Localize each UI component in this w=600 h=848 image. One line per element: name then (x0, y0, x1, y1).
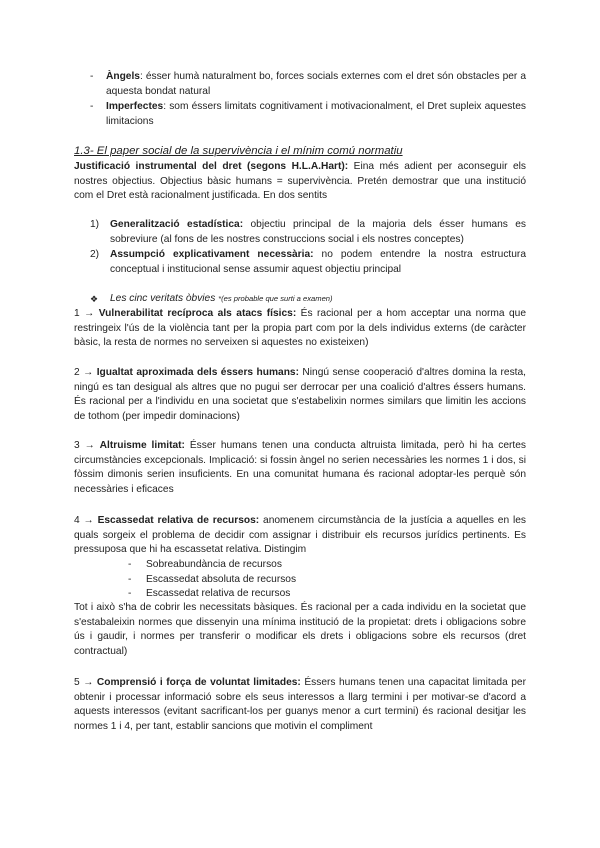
intro-bullet-imperfectes (90, 100, 526, 129)
sense-item-2 (90, 248, 526, 277)
section-heading: 1.3- El paper social de la supervivència i el mínim comú normatiu (74, 145, 403, 157)
justification-paragraph (74, 160, 526, 204)
truths-note: *(es probable que surti a examen) (218, 294, 333, 303)
truth-term: Igualtat aproximada dels éssers humans: (96, 367, 299, 378)
list-item-text: Escassedat relativa de recursos (146, 588, 291, 600)
truth-term: Escassedat relativa de recursos: (97, 515, 260, 526)
truth-3 (74, 439, 526, 497)
list-item (128, 587, 446, 602)
bullet-term: Imperfectes (106, 101, 164, 112)
truth-text: Ésser humans tenen una conducta altruista limitada, però hi ha certes circumstàncies excepcionals. Implicació: si fossin àngel no serien necessàries les normes 1 i dos, si fòssim dimonis serien insuficients. En una comunitat humana és racional adoptar-les perquè són necessàries i eficaces (74, 440, 527, 495)
sense-text: objectiu principal de la majoria dels ésser humans es sobreviure (al fons de les nostres construccions social i els nostres conceptes) (110, 219, 527, 245)
list-item (128, 573, 446, 588)
truth-prefix: 1 → (74, 308, 99, 319)
truth-1 (74, 307, 526, 351)
truth-text: anomenem circumstància de la justícia a aquelles en les quals sorgeix el problema de decidir com assignar i distribuir els recursos jurídics pertinents. Es pressuposa que hi ha escassetat relativa. Distingim (74, 515, 527, 556)
intro-bullet-angels (90, 70, 526, 99)
list-item-text: Sobreabundància de recursos (146, 559, 282, 570)
truth-text: Éssers humans tenen una capacitat limitada per obtenir i processar informació sobre els seus interessos a llarg termini i per motivar-se d'acord a aquests interessos (evitant sacrificant-los per guanys menor a curt termini) és racional desitjar les normes 1 i 4, per tant, establir sancions que motivin el compliment (74, 677, 526, 732)
bullet-dash: - (90, 71, 94, 82)
truth-text: Ningú sense cooperació d'altres domina la resta, ningú es tan desigual als altres que no pugui ser derrocar per una coalició d'altres éssers humans. És racional per a l'individu en una societat que s'estabelixin normes similars que limitin les accions de tothom (per impedir dominacions) (74, 367, 526, 422)
sense-number: 1) (90, 219, 100, 230)
truth-5 (74, 676, 526, 734)
sense-item-1 (90, 218, 527, 247)
diamond-bullet-icon: ❖ (90, 294, 99, 304)
truth-4 (74, 514, 526, 558)
scarcity-list (128, 558, 446, 602)
truth-prefix: 3 → (74, 440, 100, 451)
truths-title: Les cinc veritats òbvies (110, 293, 216, 304)
truth-prefix: 4 → (74, 515, 98, 526)
truth-prefix: 2 → (74, 367, 97, 378)
bullet-text: : som éssers limitats cognitivament i motivacionalment, el Dret supleix aquestes limitacions (106, 101, 526, 127)
truth-term: Altruisme limitat: (99, 440, 185, 451)
list-dash: - (128, 588, 132, 600)
justification-text: Eina més adient per aconseguir els nostres objectius. Objectius bàsic humans = supervivència. Pretén demostrar que una institució com el Dret està racionalment justificada. En dos sentits (74, 161, 526, 202)
bullet-dash: - (90, 101, 94, 112)
bullet-text: : ésser humà naturalment bo, forces socials externes com el dret són obstacles per a aquesta bondat natural (106, 71, 526, 97)
list-dash: - (128, 559, 132, 570)
justification-term: Justificació instrumental del dret (segons H.L.A.Hart): (74, 161, 349, 172)
truths-heading (90, 292, 530, 307)
list-dash: - (128, 573, 132, 585)
list-item-text: Escassedat absoluta de recursos (146, 573, 297, 585)
truth-2 (74, 366, 526, 424)
truth-prefix: 5 → (74, 677, 97, 688)
sense-number: 2) (90, 249, 100, 260)
scarcity-paragraph: Tot i això s'ha de cobrir les necessitats bàsiques. És racional per a cada individu en la societat que s'estabaleixin normes que dissenyin una mínima institució de la propietat: drets i obligacions sobre ús i gaudir, i normes per transferir o modificar els drets i obligacions sobre els recursos (dret contractual) (74, 602, 526, 657)
sense-text: no podem entendre la nostra estructura conceptual i institucional sense assumir aquest objectiu principal (110, 249, 526, 275)
truth-term: Comprensió i força de voluntat limitades: (96, 677, 301, 688)
bullet-term: Àngels (106, 71, 140, 82)
sense-term: Generalització estadística: (110, 219, 244, 230)
sense-term: Assumpció explicativament necessària: (110, 249, 314, 260)
list-item (128, 558, 446, 573)
truth-term: Vulnerabilitat recíproca als atacs físics: (98, 308, 297, 319)
truth-text: És racional per a hom acceptar una norma que restringeix l'ús de la violència tant per la propia part com por la dels individus externs (de caràcter bàsic, la resta de normes no serveixen si aquestes no existeixen) (74, 308, 526, 349)
